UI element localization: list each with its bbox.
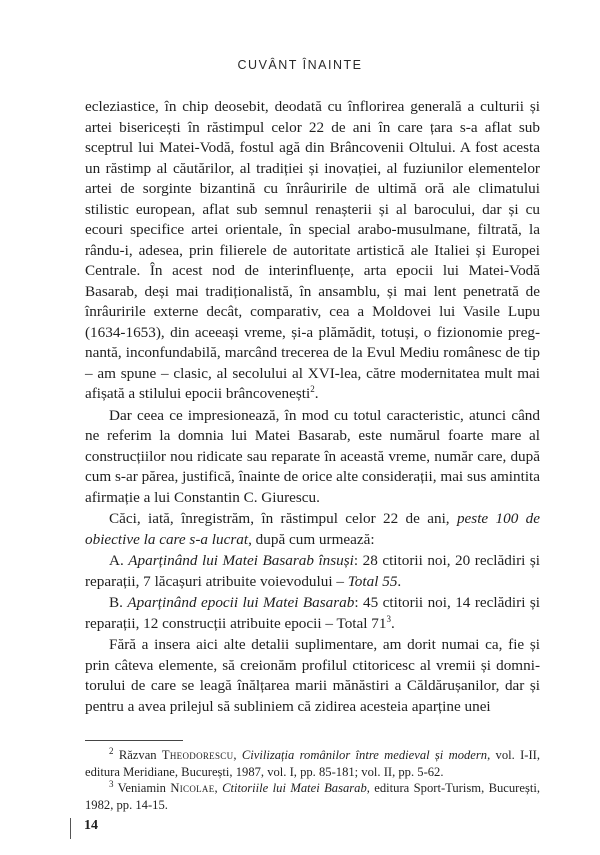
footnote-ref-3[interactable]: 3 — [386, 613, 391, 624]
list-item-b-heading: Aparținând epocii lui Matei Basarab — [127, 594, 355, 611]
footnote-details: , editura Sport-Turism, București, 1982, pp. 14-15. — [85, 781, 541, 812]
footnote-author-first: Veniamin — [117, 781, 166, 795]
footnote-mark: 2 — [109, 745, 114, 756]
footnote-author-last: Theodorescu — [161, 748, 234, 762]
footnote-author-first: Răzvan — [118, 748, 157, 762]
list-item-b — [85, 593, 540, 634]
paragraph-1-end: . — [314, 385, 319, 402]
footnotes — [85, 747, 540, 813]
list-item-a-text: : 28 ctitorii noi, 20 reclădiri și reparații, 7 lăcașuri atribuite voievodului – — [85, 552, 540, 590]
paragraph-1-text: ecleziastice, în chip deosebit, deodată cu înflorirea generală a culturii și artei bisericești în răstimpul celor 22 de ani în care țara s-a aflat sub sceptrul lui Matei-Vodă, fostul agă din Brâncovenii Oltului. A fost acesta un răstimp al căutărilor, al tradiției și inovației, al fuziunilor elementelor artei de sorginte bizantină cu înrâuririle de ultimă oră ale climatului stilistic european, aflat sub semnul renașterii și al barocului, dar și cu ecouri specifice artei orientale, în special arabo-musulmane, filtrată, la rându-i, adesea, prin filierele de autoritate artistică ale Italiei și Europei Centrale. În acest nod de interinfluențe, arta epocii lui Matei-Vodă Basarab, deși mai tradiționalistă, în ansamblu, și mai lent penetrată de înrâuririle externe decât, comparativ, cea a Moldovei lui Vasile Lupu (1634-1653), din aceeași vreme, și-a plămădit, totuși, o fizionomie pregnantă, inconfundabilă, marcând trecerea de la Evul Mediu românesc de tip – am spune – clasic, al secolului al XVI-lea, către modernitatea mult mai afișată a stilului epocii brâncovenești — [85, 98, 540, 402]
list-item-a — [85, 551, 540, 592]
list-item-a-heading: Aparținând lui Matei Basarab însuși — [128, 552, 354, 569]
page-number-rule — [70, 818, 71, 839]
footnote-separator — [85, 740, 183, 741]
paragraph-3 — [85, 509, 540, 550]
page-number: 14 — [84, 818, 98, 833]
paragraph-1 — [85, 97, 540, 405]
footnote-title: Civilizația românilor între medieval și modern — [241, 748, 488, 762]
footnote-3: $^3$ Veniamin Nicolae, Ctitoriile lui Matei Basarab, editura Sport-Turism, București, 1982, pp. 14-15. — [85, 778, 541, 812]
footnote-details: , vol. I-II, editura Meridiane, București, 1987, vol. I, pp. 85-181; vol. II, pp. 5-62. — [85, 748, 541, 779]
footnote-ref-2[interactable]: 2 — [310, 383, 315, 394]
list-item-b-text: : 45 ctitorii noi, 14 reclădiri și reparații, 12 construcții atribuite epocii – Total 71 — [85, 594, 540, 632]
footnote-2: $^2$ Răzvan Theodorescu, Civilizația românilor între medieval și modern, vol. I-II, editura Meridiane, București, 1987, vol. I, pp. 85-181; vol. II, pp. 5-62. — [85, 745, 541, 779]
paragraph-3-emphasis: peste 100 de obiective la care s-a lucrat — [85, 510, 540, 548]
list-item-a-total: Total 55 — [347, 572, 398, 590]
running-header: CUVÂNT ÎNAINTE — [237, 58, 363, 72]
list-item-b-end: . — [390, 614, 395, 632]
list-item-a-marker: A. — [109, 552, 129, 569]
paragraph-6: Fără a insera aici alte detalii suplimentare, am dorit numai ca, fie și prin câteva elemente, să creionăm profilul ctitoricesc al vremii și domnitorului de care se leagă înălțarea marii mănăstiri a Căldărușanilor, dar și pentru a avea prilejul să subliniem că zidirea acesteia aparține unei — [85, 636, 540, 715]
paragraph-3-text: Căci, iată, înregistrăm, în răstimpul celor 22 de ani, — [109, 510, 457, 527]
paragraph-2: Dar ceea ce impresionează, în mod cu totul caracteristic, atunci când ne referim la domnia lui Matei Basarab, este numărul foarte mare al construcțiilor nou ridicate sau reparate în această vreme, număr care, după cum s-ar părea, justifică, înainte de orice alte considerații, mai sus amintita afirmație a lui Constantin C. Giurescu. — [85, 406, 540, 506]
list-item-b-marker: B. — [109, 594, 128, 611]
footnote-title: Ctitoriile lui Matei Basarab — [222, 781, 367, 795]
footnote-mark: 3 — [109, 778, 114, 789]
list-item-a-end: . — [397, 572, 402, 590]
paragraph-3-end: , după cum urmează: — [248, 530, 375, 548]
footnote-author-last: Nicolae — [170, 781, 215, 795]
body-text — [85, 97, 540, 717]
